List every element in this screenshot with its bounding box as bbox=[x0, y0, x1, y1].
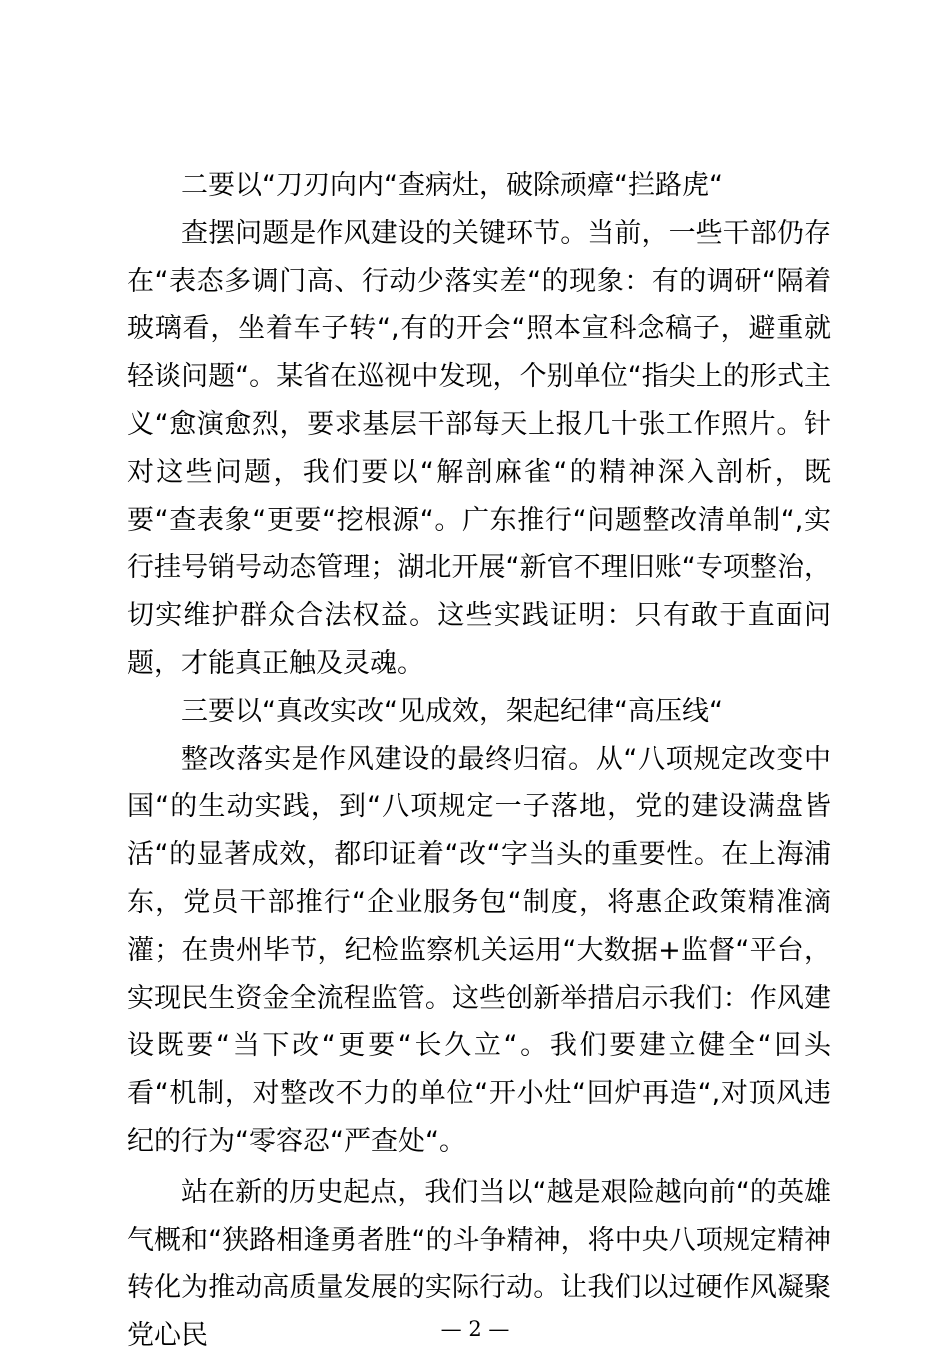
body-paragraph-problems: 查摆问题是作风建设的关键环节。当前，一些干部仍存在“表态多调门高、行动少落实差“的现象：有的调研“隔着玻璃看，坐着车子转“,有的开会“照本宣科念稿子，避重就轻谈问题“。某省在巡视中发现，个别单位“指尖上的形式主义“愈演愈烈，要求基层干部每天上报几十张工作照片。针对这些问题，我们要以“解剖麻雀“的精神深入剖析，既要“查表象“更要“挖根源“。广东推行“问题整改清单制“,实行挂号销号动态管理；湖北开展“新官不理旧账“专项整治，切实维护群众合法权益。这些实践证明：只有敢于直面问题，才能真正触及灵魂。 bbox=[127, 217, 831, 679]
page-number: — 2 — bbox=[440, 1317, 510, 1341]
section-heading-3: 三要以“真改实改“见成效，架起纪律“高压线“ bbox=[181, 695, 723, 727]
body-paragraph-rectification: 整改落实是作风建设的最终归宿。从“八项规定改变中国“的生动实践，到“八项规定一子落地，党的建设满盘皆活“的显著成效，都印证着“改“字当头的重要性。在上海浦东，党员干部推行“企业服务包“制度，将惠企政策精准滴灌；在贵州毕节，纪检监察机关运用“大数据+监督“平台，实现民生资金全流程监管。这些创新举措启示我们：作风建设既要“当下改“更要“长久立“。我们要建立健全“回头看“机制，对整改不力的单位“开小灶“回炉再造“,对顶风违纪的行为“零容忍“严查处“。 bbox=[127, 743, 831, 1157]
section-heading-2: 二要以“刀刃向内“查病灶，破除顽瘴“拦路虎“ bbox=[181, 170, 723, 201]
body-paragraph-conclusion: 站在新的历史起点，我们当以“越是艰险越向前“的英雄气概和“狭路相逢勇者胜“的斗争精神，将中央八项规定精神转化为推动高质量发展的实际行动。让我们以过硬作风凝聚党心民 bbox=[127, 1176, 831, 1352]
document-body bbox=[127, 162, 831, 1360]
